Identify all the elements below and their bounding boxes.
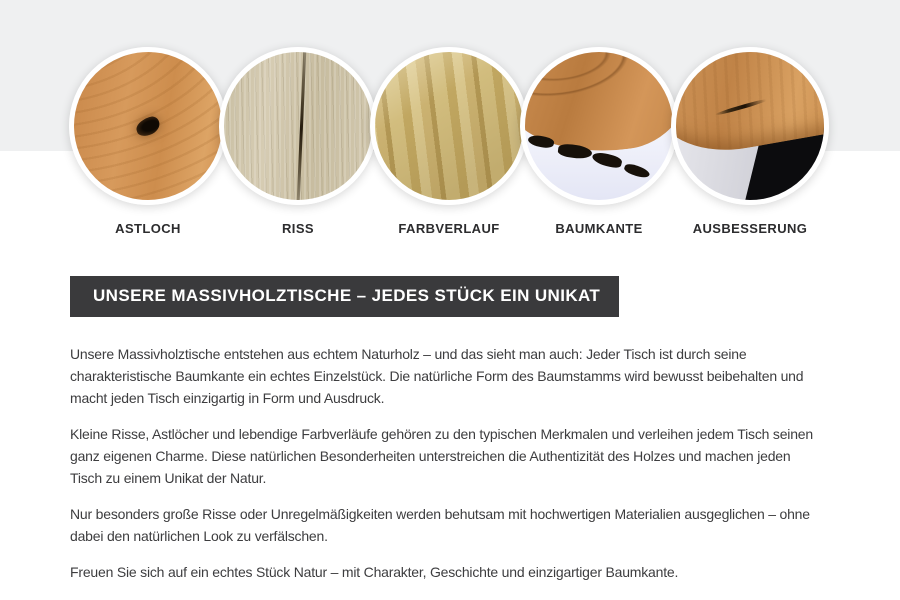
paragraph-unikat-intro: Unsere Massivholztische entstehen aus echtem Naturholz – und das sieht man auch: Jeder Tisch ist durch seine charakteristische Baumkante ein echtes Einzelstück. Die natürliche Form des Baumstamms wird bewusst beibehalten und macht jeden Tisch einzigartig in Form und Ausdruck. — [70, 346, 804, 406]
farbverlauf-photo — [370, 47, 528, 205]
paragraph-merkmale: Kleine Risse, Astlöcher und lebendige Farbverläufe gehören zu den typischen Merkmalen und verleihen jedem Tisch seinen ganz eigenen Charme. Diese natürlichen Besonderheiten unterstreichen die Authentizität des Holzes und machen jeden Tisch zu einem Unikat der Natur. — [70, 426, 813, 486]
feature-ausbesserung — [670, 47, 830, 236]
feature-label-ausbesserung: AUSBESSERUNG — [692, 221, 808, 236]
features-row — [0, 47, 900, 247]
feature-farbverlauf — [369, 47, 529, 236]
content-section — [70, 276, 822, 583]
ausbesserung-photo — [671, 47, 829, 205]
feature-riss — [218, 47, 378, 236]
astloch-photo — [69, 47, 227, 205]
riss-photo — [219, 47, 377, 205]
bark-spot — [623, 162, 651, 180]
knot-spot — [134, 115, 162, 139]
paragraph-ausbesserung: Nur besonders große Risse oder Unregelmäßigkeiten werden behutsam mit hochwertigen Materialien ausgeglichen – ohne dabei den natürlichen Look zu verfälschen. — [70, 506, 810, 544]
baumkante-photo — [520, 47, 678, 205]
feature-label-astloch: ASTLOCH — [115, 221, 181, 236]
feature-label-farbverlauf: FARBVERLAUF — [398, 221, 500, 236]
section-title: UNSERE MASSIVHOLZTISCHE – JEDES STÜCK EIN UNIKAT — [93, 286, 601, 305]
feature-label-baumkante: BAUMKANTE — [555, 221, 643, 236]
bark-spot — [591, 151, 623, 170]
feature-astloch — [68, 47, 228, 236]
paragraph-abschluss: Freuen Sie sich auf ein echtes Stück Natur – mit Charakter, Geschichte und einzigartiger Baumkante. — [70, 564, 679, 580]
feature-baumkante — [519, 47, 679, 236]
feature-label-riss: RISS — [282, 221, 314, 236]
section-title-bar — [70, 276, 619, 317]
crack-line — [297, 48, 307, 204]
